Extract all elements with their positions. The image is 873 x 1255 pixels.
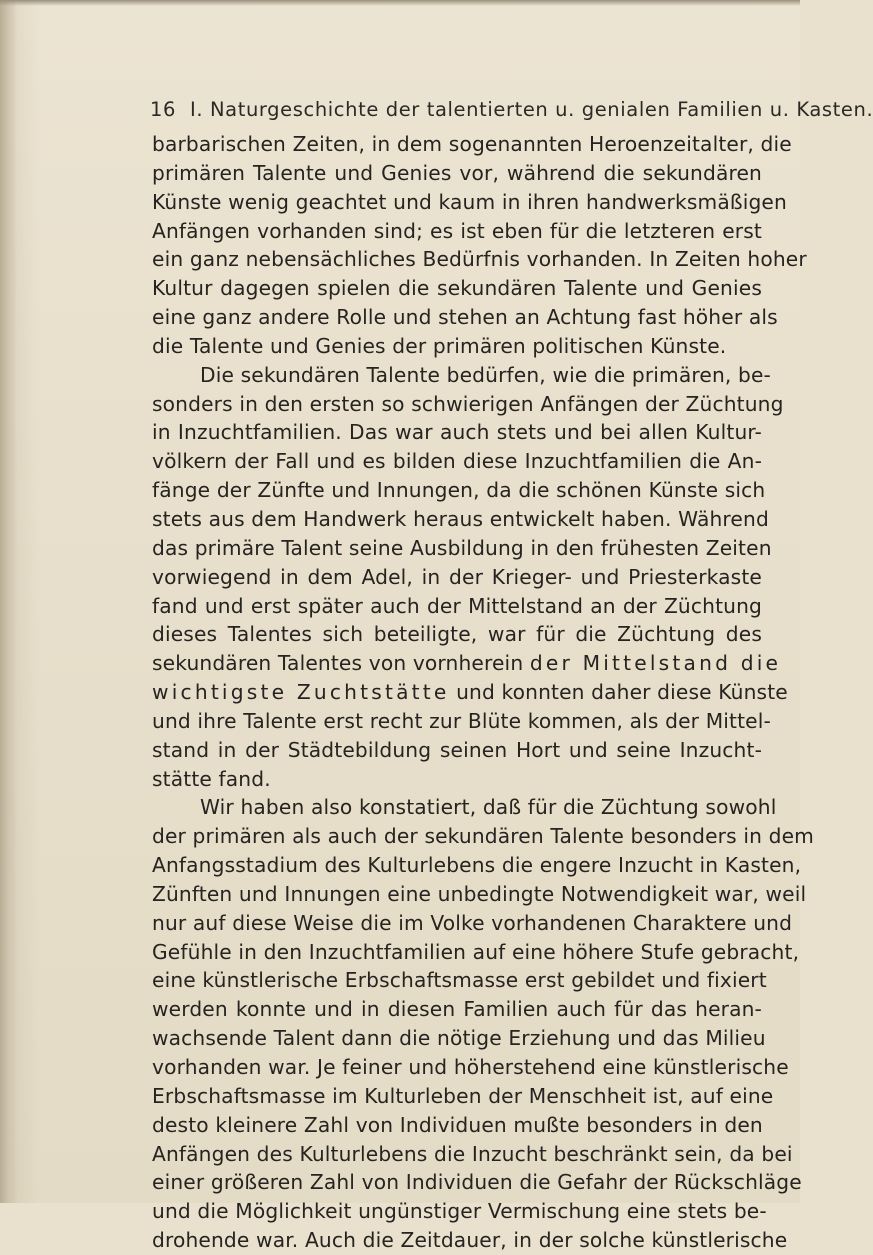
- text-line: nur auf diese Weise die im Volke vorhandenen Charaktere und: [152, 910, 793, 935]
- text-line: Kultur dagegen spielen die sekundären Talente und Genies: [152, 276, 762, 301]
- text-line: einer größeren Zahl von Individuen die Gefahr der Rückschläge: [152, 1170, 802, 1195]
- text-segment: sekundären Talentes von vornherein: [152, 651, 524, 676]
- text-line: das primäre Talent seine Ausbildung in den frühesten Zeiten: [152, 535, 772, 560]
- text-line: ein ganz nebensächliches Bedürfnis vorhanden. In Zeiten hoher: [152, 247, 807, 272]
- running-title: I. Naturgeschichte der talentierten u. genialen Familien u. Kasten.: [190, 98, 873, 121]
- text-line: Zünften und Innungen eine unbedingte Notwendigkeit war, weil: [152, 881, 807, 906]
- text-line: völkern der Fall und es bilden diese Inzuchtfamilien die An-: [152, 449, 762, 474]
- text-line: desto kleinere Zahl von Individuen mußte besonders in den: [152, 1112, 763, 1137]
- text-line: eine künstlerische Erbschaftsmasse erst gebildet und fixiert: [152, 968, 767, 993]
- body-text: [152, 130, 814, 1255]
- page-number: 16: [150, 98, 177, 121]
- text-line: fand und erst später auch der Mittelstand an der Züchtung: [152, 593, 762, 618]
- text-line: stätte fand.: [152, 766, 271, 791]
- text-line: stets aus dem Handwerk heraus entwickelt haben. Während: [152, 506, 769, 531]
- text-line: und die Möglichkeit ungünstiger Vermischung eine stets be-: [152, 1199, 767, 1224]
- text-line: Wir haben also konstatiert, daß für die Züchtung sowohl: [200, 795, 777, 820]
- running-header: [150, 98, 873, 121]
- text-line: [152, 649, 782, 678]
- text-line: Erbschaftsmasse im Kulturleben der Menschheit ist, auf eine: [152, 1083, 774, 1108]
- binding-shadow: [0, 0, 16, 1203]
- text-line: der primären als auch der sekundären Talente besonders in dem: [152, 824, 814, 849]
- text-line: in Inzuchtfamilien. Das war auch stets und bei allen Kultur-: [152, 420, 762, 445]
- text-line: dieses Talentes sich beteiligte, war für die Züchtung des: [152, 622, 762, 647]
- text-line: vorhanden war. Je feiner und höherstehend eine künstlerische: [152, 1055, 789, 1079]
- text-line: stand in der Städtebildung seinen Hort und seine Inzucht-: [152, 737, 762, 762]
- text-line: werden konnte und in diesen Familien auch für das heran-: [152, 997, 762, 1022]
- top-edge-shadow: [0, 0, 800, 6]
- text-line: drohende war. Auch die Zeitdauer, in der solche künstlerische: [152, 1228, 788, 1253]
- text-line: Gefühle in den Inzuchtfamilien auf eine höhere Stufe gebracht,: [152, 939, 800, 964]
- text-line: wachsende Talent dann die nötige Erziehung und das Milieu: [152, 1026, 766, 1051]
- emphasis-spaced: wichtigste Zuchtstätte: [152, 680, 450, 705]
- text-line: Anfängen vorhanden sind; es ist eben für die letzteren erst: [152, 218, 762, 243]
- text-line: die Talente und Genies der primären politischen Künste.: [152, 333, 727, 358]
- text-line: Anfangsstadium des Kulturlebens die engere Inzucht in Kasten,: [152, 853, 802, 878]
- text-line: vorwiegend in dem Adel, in der Krieger- und Priesterkaste: [152, 564, 762, 589]
- text-line: sonders in den ersten so schwierigen Anfängen der Züchtung: [152, 391, 784, 416]
- text-line: Künste wenig geachtet und kaum in ihren handwerksmäßigen: [152, 189, 787, 214]
- text-line: primären Talente und Genies vor, während die sekundären: [152, 160, 762, 185]
- text-line: fänge der Zünfte und Innungen, da die schönen Künste sich: [152, 478, 766, 503]
- text-line: und ihre Talente erst recht zur Blüte kommen, als der Mittel-: [152, 708, 771, 733]
- text-line: Die sekundären Talente bedürfen, wie die primären, be-: [200, 362, 771, 387]
- text-line: Anfängen des Kulturlebens die Inzucht beschränkt sein, da bei: [152, 1141, 793, 1166]
- emphasis-spaced: der Mittelstand die: [529, 651, 782, 676]
- text-line: barbarischen Zeiten, in dem sogenannten Heroenzeitalter, die: [152, 132, 792, 156]
- text-segment: und konnten daher diese Künste: [449, 680, 788, 705]
- text-line: [152, 678, 788, 707]
- text-line: eine ganz andere Rolle und stehen an Achtung fast höher als: [152, 305, 778, 330]
